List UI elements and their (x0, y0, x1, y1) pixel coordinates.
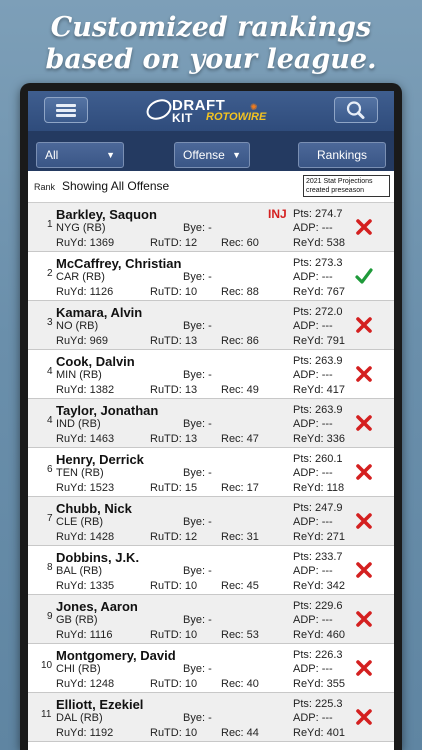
player-rushing-yards: RuYd: 1248 (56, 678, 115, 690)
player-rank: 2 (47, 268, 53, 279)
player-name: Kamara, Alvin (56, 305, 143, 320)
player-receiving-yards: ReYd: 791 (293, 335, 345, 347)
player-rank: 3 (47, 317, 53, 328)
logo-draft-text: DRAFT (172, 97, 226, 114)
player-row[interactable] (28, 644, 394, 693)
player-receptions: Rec: 17 (221, 482, 259, 494)
player-rushing-yards: RuYd: 1126 (56, 286, 114, 298)
side-filter-value: Offense (183, 148, 225, 162)
app-header (28, 91, 394, 131)
player-points: Pts: 247.9 (293, 502, 343, 514)
search-icon (335, 98, 377, 122)
player-rushing-tds: RuTD: 10 (150, 629, 198, 641)
player-adp: ADP: --- (293, 320, 333, 332)
player-bye: Bye: - (183, 565, 212, 577)
player-name: Chubb, Nick (56, 501, 132, 516)
hamburger-icon (56, 114, 76, 117)
player-team-position: MIN (RB) (56, 369, 102, 381)
cross-icon[interactable] (354, 511, 374, 531)
injury-badge: INJ (268, 207, 287, 221)
projection-note: 2021 Stat Projections created preseason (303, 175, 390, 197)
player-receiving-yards: ReYd: 417 (293, 384, 345, 396)
player-row[interactable] (28, 203, 394, 252)
rank-column-header: Rank (34, 182, 56, 192)
logo-rotowire-text: ROTOWIRE (206, 111, 267, 123)
headline-line-2: based on your league. (45, 44, 377, 75)
player-receptions: Rec: 88 (221, 286, 259, 298)
player-points: Pts: 272.0 (293, 306, 343, 318)
player-receptions: Rec: 45 (221, 580, 259, 592)
player-bye: Bye: - (183, 271, 212, 283)
player-adp: ADP: --- (293, 418, 333, 430)
player-name: Jones, Aaron (56, 599, 138, 614)
player-bye: Bye: - (183, 712, 212, 724)
player-bye: Bye: - (183, 663, 212, 675)
player-row[interactable] (28, 350, 394, 399)
player-row[interactable] (28, 546, 394, 595)
player-bye: Bye: - (183, 320, 212, 332)
player-points: Pts: 274.7 (293, 208, 343, 220)
player-row[interactable] (28, 595, 394, 644)
player-team-position: BAL (RB) (56, 565, 103, 577)
player-points: Pts: 226.3 (293, 649, 343, 661)
player-rank: 9 (47, 611, 53, 622)
player-name: McCaffrey, Christian (56, 256, 182, 271)
player-row[interactable] (28, 448, 394, 497)
player-bye: Bye: - (183, 467, 212, 479)
player-receiving-yards: ReYd: 401 (293, 727, 345, 739)
player-rushing-tds: RuTD: 12 (150, 237, 198, 249)
player-adp: ADP: --- (293, 712, 333, 724)
player-receptions: Rec: 60 (221, 237, 259, 249)
player-rank: 4 (47, 415, 53, 426)
player-points: Pts: 233.7 (293, 551, 343, 563)
player-team-position: CHI (RB) (56, 663, 101, 675)
player-rushing-yards: RuYd: 1428 (56, 531, 115, 543)
player-receiving-yards: ReYd: 355 (293, 678, 345, 690)
player-points: Pts: 229.6 (293, 600, 343, 612)
player-rushing-tds: RuTD: 13 (150, 433, 198, 445)
player-receptions: Rec: 31 (221, 531, 259, 543)
logo-kit-text: KIT (172, 111, 193, 125)
player-adp: ADP: --- (293, 516, 333, 528)
check-icon[interactable] (354, 266, 374, 286)
player-team-position: IND (RB) (56, 418, 101, 430)
player-receiving-yards: ReYd: 342 (293, 580, 345, 592)
player-row[interactable] (28, 252, 394, 301)
player-rank: 11 (41, 709, 52, 720)
promo-headline (0, 12, 422, 76)
player-points: Pts: 260.1 (293, 453, 343, 465)
player-adp: ADP: --- (293, 565, 333, 577)
player-bye: Bye: - (183, 418, 212, 430)
draftkit-logo (144, 96, 284, 126)
app-screen (28, 91, 394, 750)
player-rushing-yards: RuYd: 1192 (56, 727, 114, 739)
player-receptions: Rec: 53 (221, 629, 259, 641)
player-points: Pts: 263.9 (293, 355, 343, 367)
player-bye: Bye: - (183, 369, 212, 381)
player-rushing-yards: RuYd: 1335 (56, 580, 115, 592)
player-receiving-yards: ReYd: 118 (293, 482, 345, 494)
player-list (28, 203, 394, 742)
football-icon (143, 95, 175, 123)
player-rank: 8 (47, 562, 53, 573)
caret-down-icon: ▼ (106, 150, 115, 160)
player-rushing-tds: RuTD: 13 (150, 335, 198, 347)
player-rushing-tds: RuTD: 15 (150, 482, 198, 494)
sunburst-icon: ✺ (250, 102, 258, 112)
type-filter-dropdown[interactable] (36, 142, 124, 168)
player-adp: ADP: --- (293, 271, 333, 283)
player-adp: ADP: --- (293, 369, 333, 381)
cross-icon[interactable] (354, 462, 374, 482)
player-rushing-yards: RuYd: 1116 (56, 629, 113, 641)
player-name: Barkley, Saquon (56, 207, 157, 222)
player-receiving-yards: ReYd: 460 (293, 629, 345, 641)
player-receptions: Rec: 49 (221, 384, 259, 396)
player-rushing-tds: RuTD: 10 (150, 580, 198, 592)
player-points: Pts: 225.3 (293, 698, 343, 710)
player-row[interactable] (28, 693, 394, 742)
cross-icon[interactable] (354, 609, 374, 629)
filter-bar (28, 131, 394, 171)
headline-line-1: Customized rankings (50, 12, 372, 43)
player-receptions: Rec: 47 (221, 433, 259, 445)
player-rushing-yards: RuYd: 1382 (56, 384, 115, 396)
player-receptions: Rec: 86 (221, 335, 259, 347)
cross-icon[interactable] (354, 658, 374, 678)
player-rushing-yards: RuYd: 969 (56, 335, 108, 347)
cross-icon[interactable] (354, 315, 374, 335)
player-rank: 6 (47, 464, 53, 475)
search-button[interactable] (334, 97, 378, 123)
player-row[interactable] (28, 497, 394, 546)
player-name: Elliott, Ezekiel (56, 697, 144, 712)
player-adp: ADP: --- (293, 222, 333, 234)
list-header (28, 171, 394, 203)
player-receptions: Rec: 40 (221, 678, 259, 690)
player-name: Dobbins, J.K. (56, 550, 140, 565)
player-rank: 7 (47, 513, 53, 524)
player-name: Taylor, Jonathan (56, 403, 159, 418)
type-filter-value: All (45, 148, 59, 162)
cross-icon[interactable] (354, 217, 374, 237)
hamburger-icon (56, 109, 76, 112)
cross-icon[interactable] (354, 707, 374, 727)
showing-label: Showing All Offense (62, 179, 170, 193)
player-adp: ADP: --- (293, 614, 333, 626)
player-name: Montgomery, David (56, 648, 176, 663)
player-rushing-yards: RuYd: 1463 (56, 433, 115, 445)
cross-icon[interactable] (354, 364, 374, 384)
player-rushing-yards: RuYd: 1523 (56, 482, 115, 494)
player-bye: Bye: - (183, 614, 212, 626)
player-rushing-tds: RuTD: 13 (150, 384, 198, 396)
player-team-position: DAL (RB) (56, 712, 103, 724)
player-team-position: CLE (RB) (56, 516, 104, 528)
player-team-position: GB (RB) (56, 614, 98, 626)
player-bye: Bye: - (183, 222, 212, 234)
hamburger-icon (56, 104, 76, 107)
cross-icon[interactable] (354, 413, 374, 433)
player-points: Pts: 263.9 (293, 404, 343, 416)
player-name: Cook, Dalvin (56, 354, 135, 369)
side-filter-dropdown[interactable] (174, 142, 250, 168)
player-rank: 10 (41, 660, 53, 671)
player-rank: 4 (47, 366, 53, 377)
cross-icon[interactable] (354, 560, 374, 580)
player-points: Pts: 273.3 (293, 257, 343, 269)
player-name: Henry, Derrick (56, 452, 144, 467)
player-bye: Bye: - (183, 516, 212, 528)
player-team-position: TEN (RB) (56, 467, 104, 479)
player-receptions: Rec: 44 (221, 727, 259, 739)
player-team-position: CAR (RB) (56, 271, 105, 283)
menu-button[interactable] (44, 97, 88, 123)
player-receiving-yards: ReYd: 271 (293, 531, 345, 543)
caret-down-icon: ▼ (232, 150, 241, 160)
player-row[interactable] (28, 301, 394, 350)
player-rushing-tds: RuTD: 10 (150, 678, 198, 690)
rankings-button[interactable]: Rankings (298, 142, 386, 168)
player-rushing-tds: RuTD: 12 (150, 531, 198, 543)
tablet-frame (20, 83, 402, 750)
player-team-position: NYG (RB) (56, 222, 106, 234)
player-team-position: NO (RB) (56, 320, 99, 332)
player-adp: ADP: --- (293, 663, 333, 675)
player-rushing-tds: RuTD: 10 (150, 286, 198, 298)
player-row[interactable] (28, 399, 394, 448)
player-receiving-yards: ReYd: 767 (293, 286, 345, 298)
player-adp: ADP: --- (293, 467, 333, 479)
player-receiving-yards: ReYd: 336 (293, 433, 345, 445)
player-receiving-yards: ReYd: 538 (293, 237, 345, 249)
player-rushing-yards: RuYd: 1369 (56, 237, 115, 249)
player-rank: 1 (47, 219, 53, 230)
player-rushing-tds: RuTD: 10 (150, 727, 198, 739)
